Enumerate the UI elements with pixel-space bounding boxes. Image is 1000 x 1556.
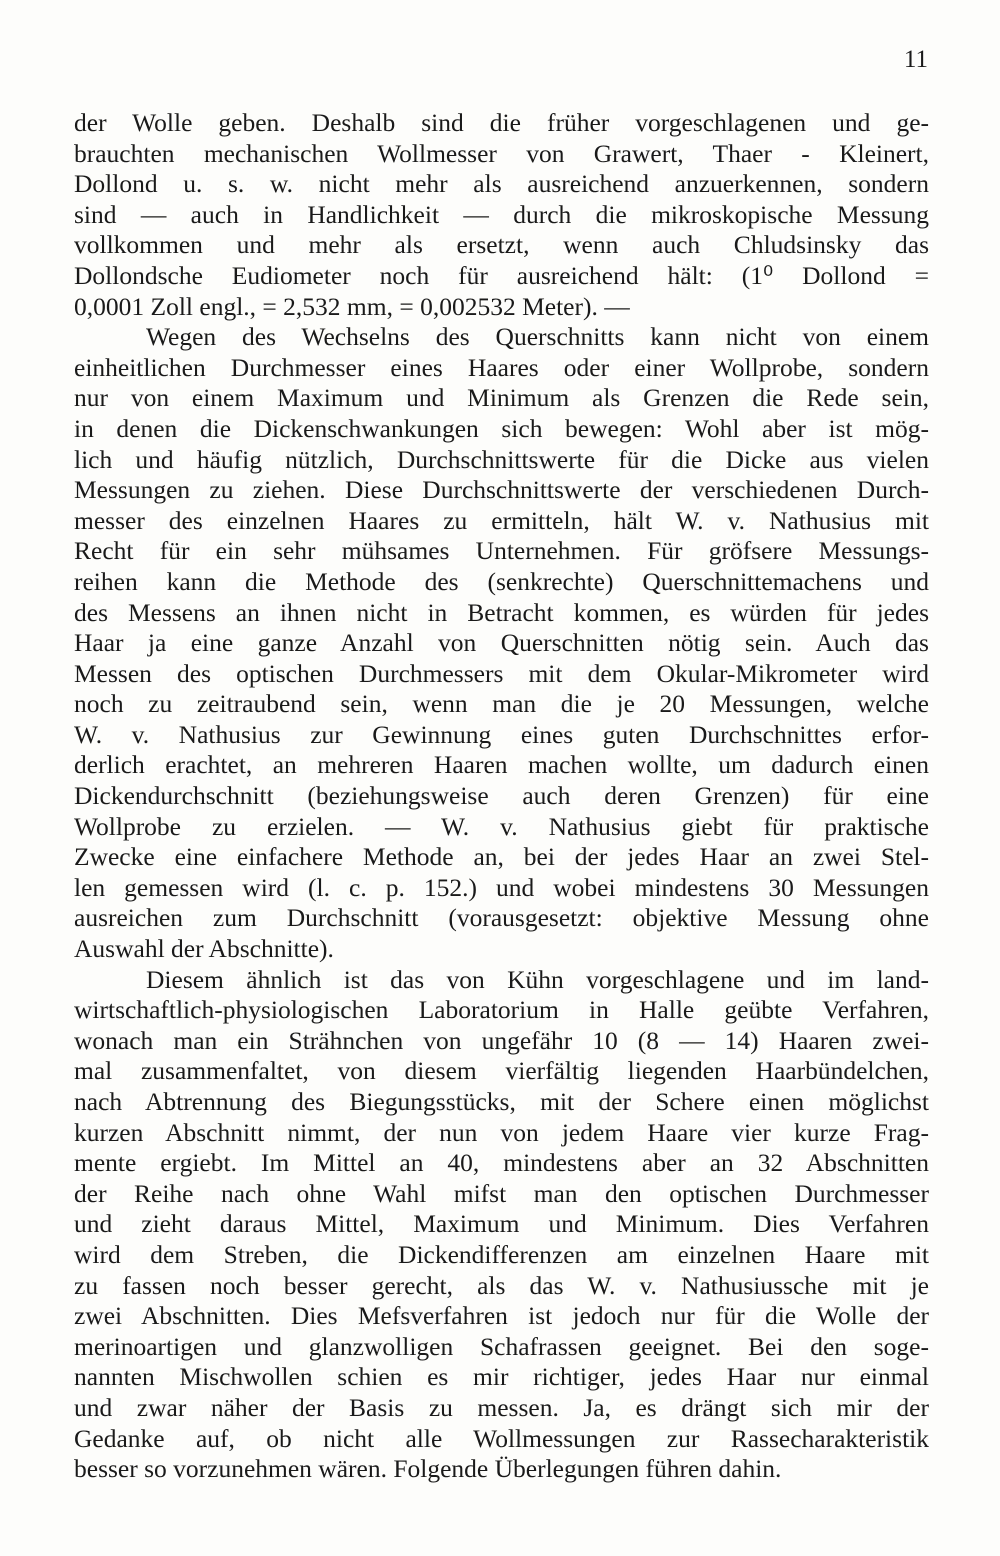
text-line: Auswahl der Abschnitte). <box>74 934 334 964</box>
text-line: Messen des optischen Durchmessers mit dem Okular-Mikrometer wird <box>74 658 929 688</box>
text-line: Wollprobe zu erzielen. — W. v. Nathusius giebt für praktische <box>74 811 929 841</box>
paragraph-first-line: Wegen des Wechselns des Querschnitts kann nicht von einem <box>146 322 929 352</box>
text-line: reihen kann die Methode des (senkrechte) Querschnittemachens und <box>74 566 929 596</box>
text-line: 0,0001 Zoll engl., = 2,532 mm, = 0,002532 Meter). — <box>74 291 630 321</box>
text-line: Dollondsche Eudiometer noch für ausreichend hält: (1⁰ Dollond = <box>74 260 929 290</box>
text-line: mal zusammenfaltet, von diesem vierfältig liegenden Haarbündelchen, <box>74 1056 929 1086</box>
text-line: derlich erachtet, an mehreren Haaren machen wollte, um dadurch einen <box>74 750 929 780</box>
text-line: nur von einem Maximum und Minimum als Grenzen die Rede sein, <box>74 383 929 413</box>
text-line: Messungen zu ziehen. Diese Durchschnittswerte der verschiedenen Durch- <box>74 475 929 505</box>
text-line: messer des einzelnen Haares zu ermitteln, hält W. v. Nathusius mit <box>74 505 929 535</box>
text-line: Dollond u. s. w. nicht mehr als ausreichend anzuerkennen, sondern <box>74 169 929 199</box>
text-line: nach Abtrennung des Biegungsstücks, mit der Schere einen möglichst <box>74 1087 929 1116</box>
text-line: in denen die Dickenschwankungen sich bewegen: Wohl aber ist mög- <box>74 413 929 443</box>
text-line: der Reihe nach ohne Wahl mifst man den optischen Durchmesser <box>74 1178 929 1208</box>
text-line: des Messens an ihnen nicht in Betracht kommen, es würden für jedes <box>74 597 929 627</box>
text-line: wird dem Streben, die Dickendifferenzen am einzelnen Haare mit <box>74 1239 929 1269</box>
text-line: vollkommen und mehr als ersetzt, wenn auch Chludsinsky das <box>74 230 929 260</box>
text-line: einheitlichen Durchmesser eines Haares oder einer Wollprobe, sondern <box>74 352 929 382</box>
text-line: nannten Mischwollen schien es mir richtiger, jedes Haar nur einmal <box>74 1362 929 1392</box>
text-line: und zieht daraus Mittel, Maximum und Minimum. Dies Verfahren <box>74 1209 929 1239</box>
page-body-text <box>74 108 929 1485</box>
text-line: und zwar näher der Basis zu messen. Ja, es drängt sich mir der <box>74 1392 929 1422</box>
text-line: Haar ja eine ganze Anzahl von Querschnitten nötig sein. Auch das <box>74 628 929 658</box>
text-line: mente ergiebt. Im Mittel an 40, mindestens aber an 32 Abschnitten <box>74 1148 929 1178</box>
text-line: Gedanke auf, ob nicht alle Wollmessungen zur Rassecharakteristik <box>74 1423 929 1453</box>
text-line: wirtschaftlich-physiologischen Laboratorium in Halle geübte Verfahren, <box>74 995 929 1025</box>
text-line: kurzen Abschnitt nimmt, der nun von jedem Haare vier kurze Frag- <box>74 1117 929 1147</box>
text-line: Recht für ein sehr mühsames Unternehmen. Für gröfsere Messungs- <box>74 536 929 566</box>
text-line: Zwecke eine einfachere Methode an, bei der jedes Haar an zwei Stel- <box>74 842 929 872</box>
text-line: Dickendurchschnitt (beziehungsweise auch deren Grenzen) für eine <box>74 781 929 811</box>
text-line: merinoartigen und glanzwolligen Schafrassen geeignet. Bei den soge- <box>74 1331 929 1361</box>
text-line: sind — auch in Handlichkeit — durch die mikroskopische Messung <box>74 199 929 229</box>
text-line: zu fassen noch besser gerecht, als das W. v. Nathusiussche mit je <box>74 1270 929 1300</box>
text-line: wonach man ein Strähnchen von ungefähr 10 (8 — 14) Haaren zwei- <box>74 1025 929 1055</box>
text-line: lich und häufig nützlich, Durchschnittswerte für die Dicke aus vielen <box>74 444 929 474</box>
text-line: brauchten mechanischen Wollmesser von Grawert, Thaer - Kleinert, <box>74 138 929 168</box>
text-line: W. v. Nathusius zur Gewinnung eines guten Durchschnittes erfor- <box>74 719 929 749</box>
text-line: der Wolle geben. Deshalb sind die früher vorgeschlagenen und ge- <box>74 108 929 137</box>
text-line: ausreichen zum Durchschnitt (vorausgesetzt: objektive Messung ohne <box>74 903 929 933</box>
text-line: besser so vorzunehmen wären. Folgende Überlegungen führen dahin. <box>74 1454 782 1484</box>
text-line: zwei Abschnitten. Dies Mefsverfahren ist jedoch nur für die Wolle der <box>74 1301 929 1331</box>
text-line: noch zu zeitraubend sein, wenn man die je 20 Messungen, welche <box>74 689 929 719</box>
text-line: len gemessen wird (l. c. p. 152.) und wobei mindestens 30 Messungen <box>74 872 929 902</box>
paragraph-first-line: Diesem ähnlich ist das von Kühn vorgeschlagene und im land- <box>146 964 929 994</box>
page-number: 11 <box>903 46 928 73</box>
